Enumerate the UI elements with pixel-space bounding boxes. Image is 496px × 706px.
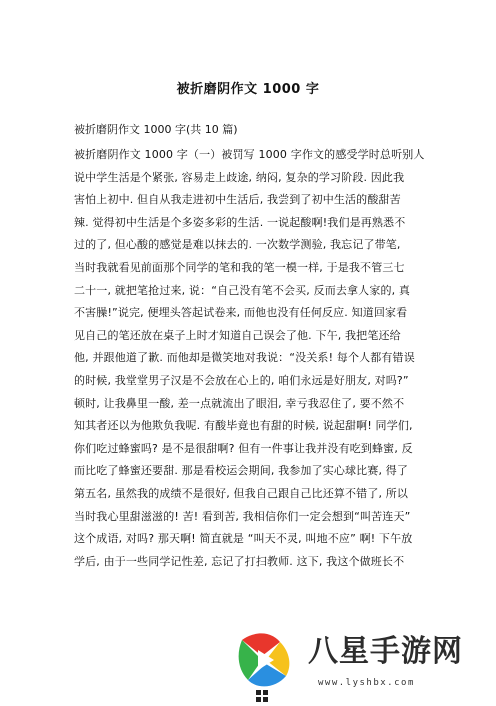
body-line: 被折磨阴作文 1000 字（一）被罚写 1000 字作文的感受学时总听别人 [74, 148, 425, 161]
body-line: 第五名, 虽然我的成绩不是很好, 但我自己跟自己比还算不错了, 所以 [74, 486, 409, 500]
body-line: 而比吃了蜂蜜还要甜. 那是看校运会期间, 我参加了实心球比赛, 得了 [74, 464, 409, 478]
site-watermark [236, 626, 492, 702]
body-line: 二十一, 就把笔抢过来, 说：“自己没有笔不会买, 反而去拿人家的, 真 [74, 283, 411, 297]
body-line: 这个成语, 对吗? 那天啊! 简直就是 “叫天不灵, 叫地不应” 啊! 下午放 [74, 532, 413, 546]
body-line: 学后, 由于一些同学记性差, 忘记了打扫教师. 这下, 我这个做班长不 [74, 554, 405, 568]
body-line: 见自己的笔还放在桌子上时才知道自己误会了他. 下午, 我把笔还给 [74, 328, 401, 342]
body-line: 辣. 觉得初中生活是个多姿多彩的生活. 一说起酸啊!我们是再熟悉不 [74, 215, 406, 229]
watermark-site-url: www.lyshbx.com [318, 678, 415, 688]
body-line: 知其者还以为他欺负我呢. 有酸毕竟也有甜的时候, 说起甜啊! 同学们, [74, 419, 413, 433]
watermark-site-name: 八星手游网 [308, 634, 463, 669]
body-line: 当时我就看见前面那个同学的笔和我的笔一模一样, 于是我不管三七 [74, 260, 405, 274]
body-line: 说中学生活是个紧张, 容易走上歧途, 纳闷, 复杂的学习阶段. 因此我 [74, 170, 405, 184]
body-line: 你们吃过蜂蜜吗? 是不是很甜啊? 但有一件事让我并没有吃到蜂蜜, 反 [74, 441, 413, 455]
colorful-play-logo-icon [236, 626, 294, 702]
body-line: 不害臊!”说完, 便埋头答起试卷来, 而他也没有任何反应. 知道回家看 [74, 306, 408, 320]
body-line: 顿时, 让我鼻里一酸, 差一点就流出了眼泪, 幸亏我忍住了, 要不然不 [74, 396, 405, 410]
document-body [74, 144, 426, 573]
body-line: 害怕上初中. 但自从我走进初中生活后, 我尝到了初中生活的酸甜苦 [74, 193, 401, 207]
body-line: 他, 并跟他道了歉. 而他却是微笑地对我说：“没关系! 每个人都有错误 [74, 351, 415, 365]
body-line: 过的了, 但心酸的感觉是难以抹去的. 一次数学测验, 我忘记了带笔, [74, 238, 401, 252]
body-line: 当时我心里甜滋滋的! 苦! 看到苦, 我相信你们一定会想到“叫苦连天” [74, 509, 411, 523]
document-title: 被折磨阴作文 1000 字 [176, 82, 320, 97]
document-subtitle: 被折磨阴作文 1000 字(共 10 篇) [74, 123, 238, 136]
body-line: 的时候, 我堂堂男子汉是不会放在心上的, 咱们永远是好朋友, 对吗?” [74, 373, 409, 387]
